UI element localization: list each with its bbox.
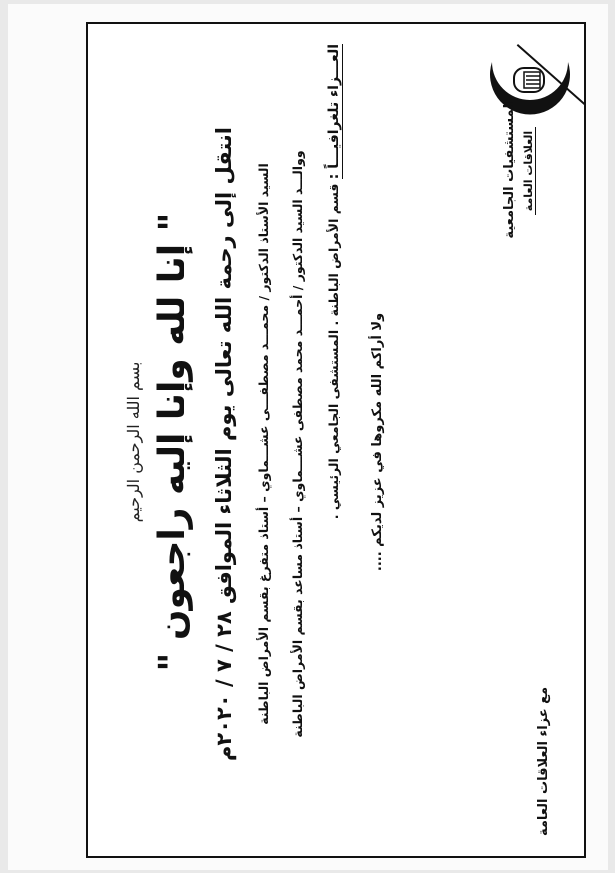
- notice-title: " إنا لله وإنا إليه راجعون ": [152, 212, 193, 672]
- condolence-label: العـــزاء تلغرافيـــاً :: [326, 44, 342, 180]
- document-frame: [86, 22, 586, 858]
- relative-line: ووالـــد السيد الدكتور / أحمـــد محمد مصطفى عشـــماوي – أستاذ مساعد بقسم الأمراض الباطنة: [290, 150, 305, 738]
- condolence-location: قسم الأمراض الباطنة . المستشفى الجامعي الرئيسي .: [326, 183, 341, 520]
- death-announcement: انتقل إلى رحمة الله تعالى يوم الثلاثاء الموافق ٢٨ / ٧ / ٢٠٢٠م: [212, 126, 236, 762]
- rotated-content: [88, 24, 586, 858]
- closing-prayer: ولا أراكم الله مكروها في عزيز لديكم ....: [370, 312, 385, 572]
- scanned-page: [8, 4, 608, 870]
- basmala: بسم الله الرحمن الرحيم: [124, 361, 143, 523]
- condolence-address: [326, 44, 342, 824]
- signature: مع عزاء العلاقات العامة: [536, 686, 551, 836]
- organization-name: المستشفيات الجامعية: [502, 99, 517, 239]
- deceased-line: السيد الأستاذ الدكتور / محمـــد مصطفـــى عشـــماوي – أستاذ متفرغ بقسم الأمراض الباطنة: [256, 163, 271, 725]
- department-name: العلاقات العامة: [522, 96, 535, 246]
